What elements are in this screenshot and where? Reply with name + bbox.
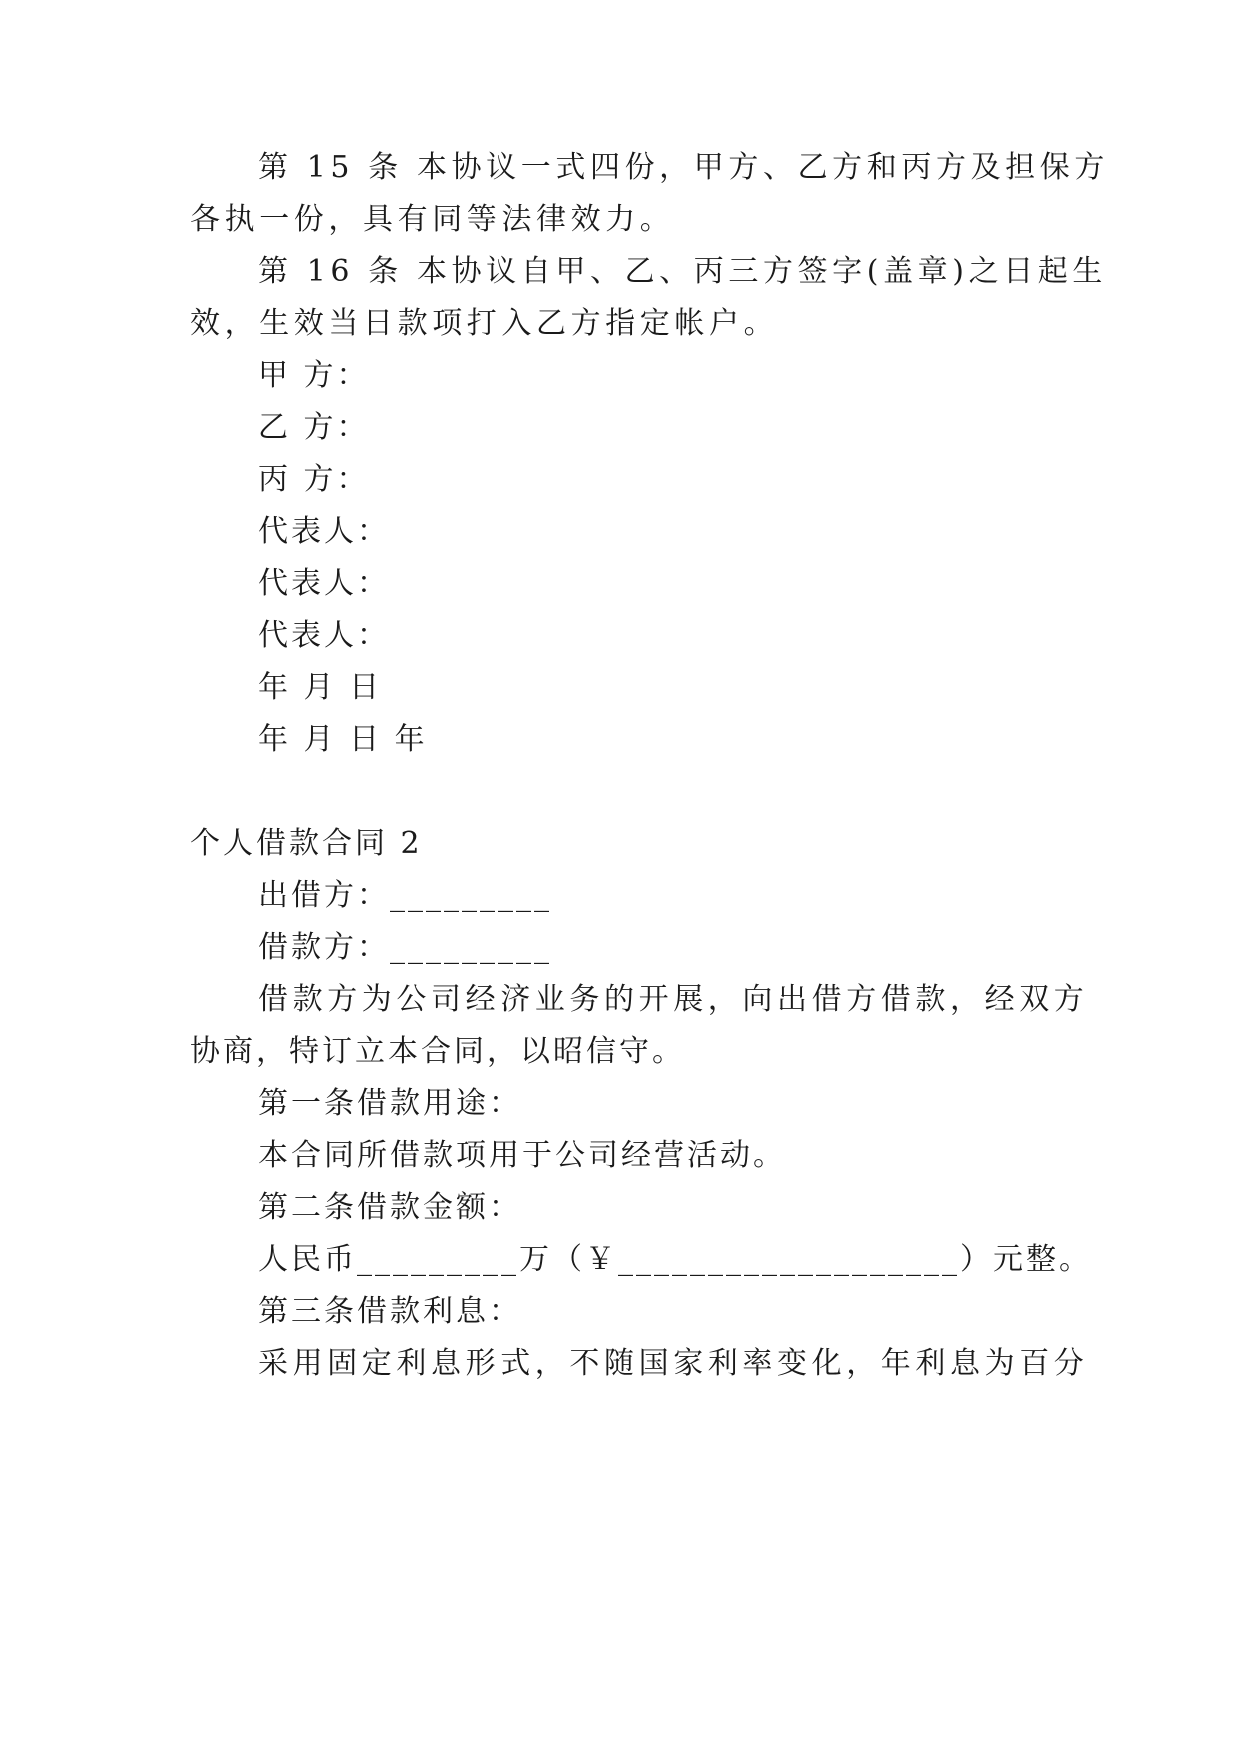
date-line-1: 年 月 日 (258, 670, 383, 705)
representative-3: 代表人： (258, 618, 390, 653)
signature-party-c: 丙 方： (258, 462, 370, 497)
article-3-body: 采用固定利息形式，不随国家利率变化，年利息为百分 (258, 1346, 1089, 1381)
lender-line: 出借方：_________ (258, 878, 552, 913)
article-2-amount: 人民币_________万（￥___________________）元整。 (258, 1242, 1092, 1277)
clause-15-line-2: 各执一份，具有同等法律效力。 (190, 202, 675, 237)
signature-party-a: 甲 方： (258, 358, 370, 393)
date-line-2: 年 月 日 年 (258, 722, 428, 757)
borrower-line: 借款方：_________ (258, 930, 552, 965)
article-3-heading: 第三条借款利息： (258, 1294, 522, 1329)
clause-15-line-1: 第 15 条 本协议一式四份，甲方、乙方和丙方及担保方 (258, 150, 1109, 185)
article-1-heading: 第一条借款用途： (258, 1086, 522, 1121)
preamble-line-1: 借款方为公司经济业务的开展，向出借方借款，经双方 (258, 982, 1089, 1017)
clause-16-line-2: 效，生效当日款项打入乙方指定帐户。 (190, 306, 779, 341)
clause-16-line-1: 第 16 条 本协议自甲、乙、丙三方签字(盖章)之日起生 (258, 254, 1107, 289)
article-1-body: 本合同所借款项用于公司经营活动。 (258, 1138, 786, 1173)
contract-title: 个人借款合同 2 (190, 826, 423, 861)
signature-party-b: 乙 方： (258, 410, 370, 445)
representative-1: 代表人： (258, 514, 390, 549)
preamble-line-2: 协商，特订立本合同，以昭信守。 (190, 1034, 685, 1069)
article-2-heading: 第二条借款金额： (258, 1190, 522, 1225)
representative-2: 代表人： (258, 566, 390, 601)
